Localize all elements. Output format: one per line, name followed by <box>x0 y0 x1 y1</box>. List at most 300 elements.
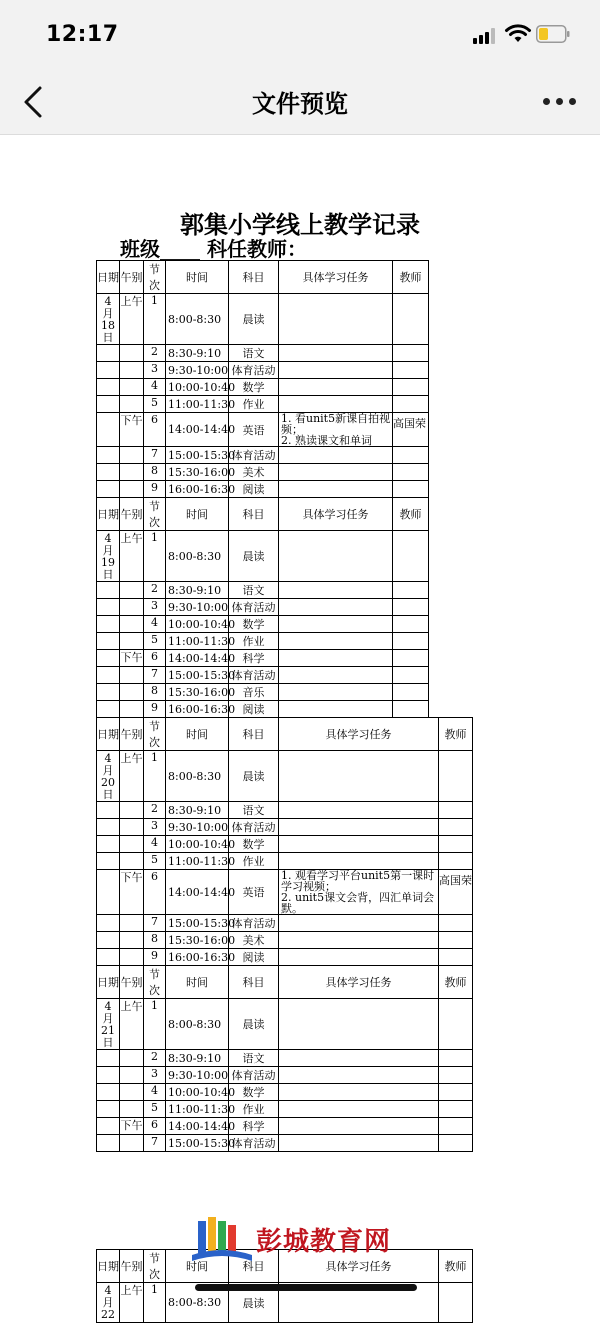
teacher-cell <box>393 379 429 396</box>
teacher-cell <box>439 819 473 836</box>
header-date: 日期 <box>97 498 120 531</box>
header-date: 日期 <box>97 966 120 999</box>
subject-cell: 晨读 <box>229 1283 279 1323</box>
subject-cell: 科学 <box>229 650 279 667</box>
table-row <box>97 1067 473 1084</box>
period-number-cell: 5 <box>144 853 166 870</box>
table-row <box>97 616 429 633</box>
time-cell: 14:00-14:40 <box>166 650 229 667</box>
task-cell <box>279 667 393 684</box>
ampm-cell <box>120 1067 144 1084</box>
time-cell: 16:00-16:30 <box>166 481 229 498</box>
time-cell: 10:00-10:40 <box>166 616 229 633</box>
date-cell <box>97 1084 120 1101</box>
date-cell <box>97 413 120 447</box>
ampm-cell <box>120 616 144 633</box>
ampm-cell: 下午 <box>120 413 144 447</box>
teacher-cell: 高国荣 <box>393 413 429 447</box>
header-no: 节次 <box>144 966 166 999</box>
teacher-cell <box>439 1084 473 1101</box>
date-cell <box>97 1067 120 1084</box>
subject-cell: 晨读 <box>229 531 279 582</box>
table-row <box>97 667 429 684</box>
teacher-cell <box>439 1101 473 1118</box>
ampm-cell <box>120 836 144 853</box>
period-number-cell: 6 <box>144 870 166 915</box>
task-cell: 1. 看unit5新课自拍视频； 2. 熟读课文和单词 <box>279 413 393 447</box>
subject-cell: 作业 <box>229 1101 279 1118</box>
task-cell <box>279 949 439 966</box>
time-cell: 16:00-16:30 <box>166 701 229 718</box>
table-row <box>97 294 429 345</box>
time-cell: 11:00-11:30 <box>166 396 229 413</box>
header-time: 时间 <box>166 718 229 751</box>
table-row <box>97 999 473 1050</box>
date-cell <box>97 1135 120 1152</box>
status-bar <box>0 0 600 70</box>
table-header-row <box>97 966 473 999</box>
ampm-cell <box>120 464 144 481</box>
teacher-cell <box>393 396 429 413</box>
period-number-cell: 2 <box>144 582 166 599</box>
task-cell <box>279 362 393 379</box>
document-subtitle: 班级____ 科任教师： <box>120 237 307 261</box>
date-cell <box>97 701 120 718</box>
table-header-row <box>97 718 473 751</box>
period-number-cell: 4 <box>144 379 166 396</box>
teacher-cell <box>393 667 429 684</box>
teacher-cell <box>439 1135 473 1152</box>
table-row <box>97 1084 473 1101</box>
subject-cell: 数学 <box>229 836 279 853</box>
table-row <box>97 836 473 853</box>
subject-cell: 作业 <box>229 633 279 650</box>
task-cell <box>279 345 393 362</box>
task-cell <box>279 853 439 870</box>
date-cell <box>97 667 120 684</box>
schedule-table-page1 <box>96 260 429 718</box>
time-cell: 10:00-10:40 <box>166 836 229 853</box>
cellular-signal-icon <box>473 28 497 44</box>
date-cell <box>97 684 120 701</box>
header-time: 时间 <box>166 1250 229 1283</box>
table-row <box>97 853 473 870</box>
time-cell: 9:30-10:00 <box>166 599 229 616</box>
table-row <box>97 413 429 447</box>
task-cell <box>279 836 439 853</box>
date-cell <box>97 396 120 413</box>
ampm-cell <box>120 582 144 599</box>
time-cell: 15:00-15:30 <box>166 447 229 464</box>
ampm-cell <box>120 802 144 819</box>
task-cell <box>279 1118 439 1135</box>
ampm-cell <box>120 481 144 498</box>
subject-cell: 晨读 <box>229 999 279 1050</box>
header-ampm: 午别 <box>120 1250 144 1283</box>
teacher-cell: 高国荣 <box>439 870 473 915</box>
ampm-cell <box>120 362 144 379</box>
task-cell <box>279 1067 439 1084</box>
header-no: 节次 <box>144 1250 166 1283</box>
period-number-cell: 4 <box>144 616 166 633</box>
table-header-row <box>97 498 429 531</box>
ampm-cell <box>120 1050 144 1067</box>
ampm-cell <box>120 379 144 396</box>
time-cell: 8:00-8:30 <box>166 751 229 802</box>
table-row <box>97 684 429 701</box>
header-time: 时间 <box>166 261 229 294</box>
header-time: 时间 <box>166 966 229 999</box>
teacher-cell <box>393 447 429 464</box>
ampm-cell <box>120 1084 144 1101</box>
date-cell: 4 月 19日 <box>97 531 120 582</box>
home-indicator[interactable] <box>195 1284 417 1291</box>
time-cell: 8:00-8:30 <box>166 1283 229 1323</box>
period-number-cell: 8 <box>144 932 166 949</box>
date-cell <box>97 853 120 870</box>
task-cell <box>279 802 439 819</box>
teacher-cell <box>439 949 473 966</box>
document-preview[interactable] <box>0 135 600 1321</box>
subject-cell: 体育活动 <box>229 819 279 836</box>
table-row <box>97 819 473 836</box>
subject-cell: 作业 <box>229 396 279 413</box>
period-number-cell: 2 <box>144 345 166 362</box>
header-teacher: 教师 <box>393 498 429 531</box>
ampm-cell: 下午 <box>120 870 144 915</box>
header-ampm: 午别 <box>120 261 144 294</box>
task-cell <box>279 531 393 582</box>
table-header-row <box>97 261 429 294</box>
time-cell: 8:30-9:10 <box>166 582 229 599</box>
ampm-cell: 上午 <box>120 751 144 802</box>
date-cell <box>97 345 120 362</box>
teacher-cell <box>393 481 429 498</box>
period-number-cell: 3 <box>144 819 166 836</box>
time-cell: 8:00-8:30 <box>166 999 229 1050</box>
period-number-cell: 3 <box>144 599 166 616</box>
time-cell: 15:00-15:30 <box>166 1135 229 1152</box>
table-row <box>97 932 473 949</box>
teacher-cell <box>439 915 473 932</box>
header-date: 日期 <box>97 261 120 294</box>
subject-cell: 晨读 <box>229 751 279 802</box>
ampm-cell <box>120 633 144 650</box>
time-cell: 10:00-10:40 <box>166 1084 229 1101</box>
task-cell <box>279 915 439 932</box>
time-cell: 15:30-16:00 <box>166 464 229 481</box>
subject-cell: 语文 <box>229 345 279 362</box>
table-row <box>97 1135 473 1152</box>
date-cell <box>97 932 120 949</box>
time-cell: 8:00-8:30 <box>166 294 229 345</box>
task-cell <box>279 999 439 1050</box>
table-row <box>97 915 473 932</box>
subject-cell: 阅读 <box>229 481 279 498</box>
period-number-cell: 5 <box>144 633 166 650</box>
subject-cell: 语文 <box>229 802 279 819</box>
table-row <box>97 481 429 498</box>
subject-cell: 美术 <box>229 464 279 481</box>
ampm-cell <box>120 853 144 870</box>
ampm-cell <box>120 345 144 362</box>
teacher-cell <box>439 1050 473 1067</box>
ampm-cell: 上午 <box>120 531 144 582</box>
ampm-cell <box>120 667 144 684</box>
header-ampm: 午别 <box>120 498 144 531</box>
subject-cell: 体育活动 <box>229 362 279 379</box>
table-row <box>97 1118 473 1135</box>
watermark-text: 彭城教育网 <box>256 1227 392 1257</box>
period-number-cell: 3 <box>144 362 166 379</box>
task-cell <box>279 481 393 498</box>
table-row <box>97 379 429 396</box>
table-row <box>97 531 429 582</box>
table-row <box>97 870 473 915</box>
subject-cell: 音乐 <box>229 684 279 701</box>
header-no: 节次 <box>144 261 166 294</box>
date-cell <box>97 379 120 396</box>
period-number-cell: 3 <box>144 1067 166 1084</box>
teacher-cell <box>393 464 429 481</box>
ampm-cell: 上午 <box>120 294 144 345</box>
header-teacher: 教师 <box>393 261 429 294</box>
wifi-icon <box>505 24 531 44</box>
period-number-cell: 1 <box>144 531 166 582</box>
ampm-cell <box>120 701 144 718</box>
header-date: 日期 <box>97 1250 120 1283</box>
task-cell <box>279 1084 439 1101</box>
header-teacher: 教师 <box>439 966 473 999</box>
table-row <box>97 751 473 802</box>
time-cell: 11:00-11:30 <box>166 1101 229 1118</box>
date-cell <box>97 915 120 932</box>
task-cell <box>279 294 393 345</box>
header-task: 具体学习任务 <box>279 498 393 531</box>
subject-cell: 体育活动 <box>229 447 279 464</box>
battery-icon <box>536 25 570 43</box>
teacher-cell <box>393 599 429 616</box>
date-cell <box>97 616 120 633</box>
task-cell <box>279 396 393 413</box>
header-subject: 科目 <box>229 498 279 531</box>
period-number-cell: 2 <box>144 1050 166 1067</box>
teacher-cell <box>393 650 429 667</box>
task-cell <box>279 1050 439 1067</box>
period-number-cell: 1 <box>144 751 166 802</box>
ampm-cell <box>120 396 144 413</box>
table-row <box>97 599 429 616</box>
date-cell <box>97 949 120 966</box>
date-cell <box>97 802 120 819</box>
teacher-cell <box>439 1067 473 1084</box>
time-cell: 14:00-14:40 <box>166 413 229 447</box>
period-number-cell: 1 <box>144 294 166 345</box>
period-number-cell: 7 <box>144 667 166 684</box>
period-number-cell: 1 <box>144 999 166 1050</box>
header-task: 具体学习任务 <box>279 966 439 999</box>
subject-cell: 语文 <box>229 1050 279 1067</box>
period-number-cell: 5 <box>144 1101 166 1118</box>
period-number-cell: 4 <box>144 1084 166 1101</box>
ampm-cell: 上午 <box>120 1283 144 1323</box>
table-row <box>97 949 473 966</box>
ampm-cell <box>120 1101 144 1118</box>
subject-cell: 体育活动 <box>229 1135 279 1152</box>
subject-cell: 英语 <box>229 413 279 447</box>
time-cell: 9:30-10:00 <box>166 819 229 836</box>
period-number-cell: 9 <box>144 481 166 498</box>
time-cell: 15:30-16:00 <box>166 684 229 701</box>
subject-cell: 美术 <box>229 932 279 949</box>
more-options-icon[interactable] <box>543 98 577 106</box>
teacher-cell <box>393 616 429 633</box>
teacher-cell <box>439 802 473 819</box>
date-cell <box>97 836 120 853</box>
period-number-cell: 7 <box>144 915 166 932</box>
subject-cell: 数学 <box>229 616 279 633</box>
time-cell: 8:30-9:10 <box>166 802 229 819</box>
header-subject: 科目 <box>229 1250 279 1283</box>
table-row <box>97 396 429 413</box>
header-subject: 科目 <box>229 966 279 999</box>
time-cell: 8:30-9:10 <box>166 345 229 362</box>
period-number-cell: 8 <box>144 464 166 481</box>
task-cell <box>279 684 393 701</box>
time-cell: 15:30-16:00 <box>166 932 229 949</box>
subject-cell: 英语 <box>229 870 279 915</box>
time-cell: 8:00-8:30 <box>166 531 229 582</box>
time-cell: 14:00-14:40 <box>166 870 229 915</box>
header-task: 具体学习任务 <box>279 718 439 751</box>
teacher-cell <box>439 853 473 870</box>
date-cell: 4 月 18日 <box>97 294 120 345</box>
date-cell <box>97 1050 120 1067</box>
time-cell: 11:00-11:30 <box>166 853 229 870</box>
table-row <box>97 362 429 379</box>
header-teacher: 教师 <box>439 718 473 751</box>
header-ampm: 午别 <box>120 966 144 999</box>
ampm-cell <box>120 599 144 616</box>
date-cell: 4 月 22 <box>97 1283 120 1323</box>
teacher-cell <box>393 345 429 362</box>
date-cell <box>97 650 120 667</box>
period-number-cell: 4 <box>144 836 166 853</box>
ampm-cell <box>120 684 144 701</box>
period-number-cell: 5 <box>144 396 166 413</box>
subject-cell: 阅读 <box>229 701 279 718</box>
date-cell <box>97 464 120 481</box>
date-cell <box>97 582 120 599</box>
teacher-cell <box>393 701 429 718</box>
ampm-cell <box>120 447 144 464</box>
date-cell: 4 月 20日 <box>97 751 120 802</box>
time-cell: 9:30-10:00 <box>166 362 229 379</box>
time-cell: 10:00-10:40 <box>166 379 229 396</box>
table-row <box>97 582 429 599</box>
table-row <box>97 802 473 819</box>
date-cell <box>97 481 120 498</box>
table-row <box>97 464 429 481</box>
teacher-cell <box>439 932 473 949</box>
subject-cell: 体育活动 <box>229 599 279 616</box>
teacher-cell <box>439 999 473 1050</box>
period-number-cell: 6 <box>144 650 166 667</box>
subject-cell: 体育活动 <box>229 1067 279 1084</box>
task-cell <box>279 582 393 599</box>
header-teacher: 教师 <box>439 1250 473 1283</box>
table-row <box>97 345 429 362</box>
time-cell: 8:30-9:10 <box>166 1050 229 1067</box>
task-cell <box>279 1101 439 1118</box>
period-number-cell: 7 <box>144 447 166 464</box>
time-cell: 15:00-15:30 <box>166 915 229 932</box>
header-task: 具体学习任务 <box>279 1250 439 1283</box>
teacher-cell <box>393 582 429 599</box>
ampm-cell <box>120 932 144 949</box>
ampm-cell <box>120 1135 144 1152</box>
period-number-cell: 7 <box>144 1135 166 1152</box>
date-cell <box>97 362 120 379</box>
date-cell <box>97 819 120 836</box>
date-cell <box>97 599 120 616</box>
watermark-logo <box>190 1215 420 1275</box>
time-cell: 9:30-10:00 <box>166 1067 229 1084</box>
task-cell <box>279 599 393 616</box>
teacher-cell <box>393 294 429 345</box>
date-cell <box>97 1101 120 1118</box>
time-cell: 11:00-11:30 <box>166 633 229 650</box>
task-cell: 1. 观看学习平台unit5第一课时学习视频； 2. unit5课文会背，四汇单词会默。 <box>279 870 439 915</box>
subject-cell: 科学 <box>229 1118 279 1135</box>
ampm-cell: 上午 <box>120 999 144 1050</box>
subject-cell: 晨读 <box>229 294 279 345</box>
table-row <box>97 1101 473 1118</box>
table-row <box>97 1050 473 1067</box>
time-cell: 15:00-15:30 <box>166 667 229 684</box>
header-time: 时间 <box>166 498 229 531</box>
subject-cell: 语文 <box>229 582 279 599</box>
teacher-cell <box>393 633 429 650</box>
period-number-cell: 9 <box>144 701 166 718</box>
teacher-cell <box>393 684 429 701</box>
task-cell <box>279 650 393 667</box>
header-ampm: 午别 <box>120 718 144 751</box>
period-number-cell: 6 <box>144 1118 166 1135</box>
task-cell <box>279 819 439 836</box>
document-title: 郭集小学线上教学记录 <box>180 211 420 239</box>
subject-cell: 数学 <box>229 1084 279 1101</box>
subject-cell: 体育活动 <box>229 667 279 684</box>
period-number-cell: 9 <box>144 949 166 966</box>
task-cell <box>279 447 393 464</box>
date-cell <box>97 633 120 650</box>
header-subject: 科目 <box>229 261 279 294</box>
period-number-cell: 1 <box>144 1283 166 1323</box>
teacher-cell <box>439 1118 473 1135</box>
teacher-cell <box>393 531 429 582</box>
ampm-cell: 下午 <box>120 1118 144 1135</box>
date-cell <box>97 1118 120 1135</box>
ampm-cell: 下午 <box>120 650 144 667</box>
table-row <box>97 650 429 667</box>
schedule-table-page2 <box>96 717 473 1152</box>
subject-cell: 作业 <box>229 853 279 870</box>
book-logo-icon <box>190 1215 254 1271</box>
status-time: 12:17 <box>46 22 119 47</box>
task-cell <box>279 379 393 396</box>
date-cell <box>97 870 120 915</box>
